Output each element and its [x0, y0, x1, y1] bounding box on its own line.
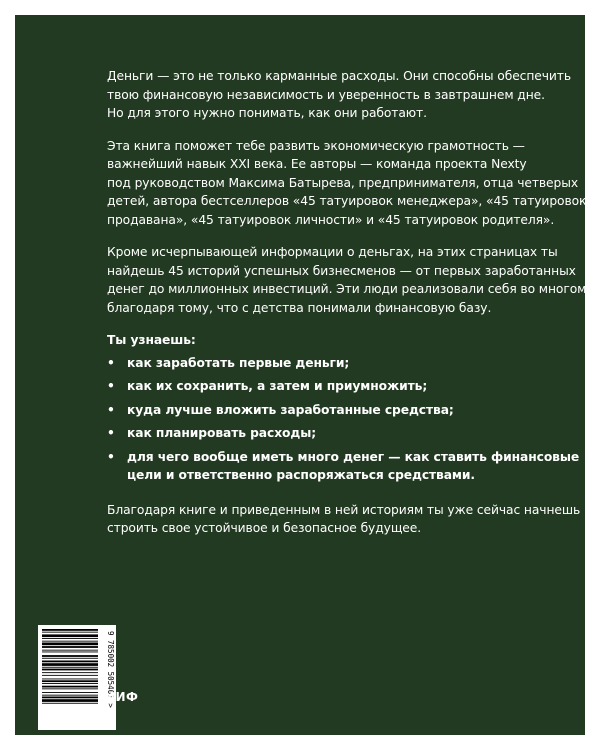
publisher-logo: МИФ [103, 690, 139, 704]
barcode-bar [42, 683, 98, 684]
barcode-bar [42, 663, 98, 666]
learn-list-item [107, 354, 527, 373]
paragraph-line: детей, автора бестселлеров «45 татуировок менеджера», «45 татуировок [107, 194, 587, 208]
barcode-graphic [42, 629, 115, 726]
bullet-icon: • [107, 402, 115, 417]
paragraph-line: продавана», «45 татуировок личности» и «45 татуировок родителя». [107, 212, 555, 227]
back-cover [15, 15, 585, 735]
paragraph-2 [107, 137, 587, 230]
barcode-bar [42, 655, 98, 657]
learn-item-text: как их сохранить, а затем и приумножить; [127, 379, 428, 393]
barcode-bar [42, 686, 98, 688]
barcode-bar [42, 669, 98, 671]
paragraph-line: строить свое устойчивое и безопасное будущее. [107, 521, 422, 535]
learn-item-text: как планировать расходы; [127, 426, 317, 440]
paragraph-line: Эта книга поможет тебе развить экономическую грамотность — [107, 138, 525, 153]
paragraph-line: Деньги — это не только карманные расходы. Они способны обеспечить [107, 69, 571, 83]
barcode-bar [42, 697, 98, 699]
paragraph-line: твою финансовую независимость и уверенность в завтрашнем дне. [107, 87, 545, 102]
paragraph-1 [107, 67, 571, 123]
barcode-bar [42, 675, 98, 676]
learn-item-text: как заработать первые деньги; [127, 355, 350, 370]
barcode-bar [42, 672, 98, 673]
bullet-icon: • [107, 449, 115, 464]
paragraph-line: Но для этого нужно понимать, как они работают. [107, 106, 427, 120]
isbn-barcode [38, 625, 116, 730]
paragraph-line: найдешь 45 историй успешных бизнесменов — от первых заработанных [107, 263, 576, 278]
barcode-bar [42, 699, 98, 702]
barcode-bar [42, 703, 98, 704]
learn-list [107, 354, 580, 485]
learn-list-item [107, 377, 527, 396]
barcode-bar [42, 643, 98, 646]
barcode-bar [42, 661, 98, 663]
barcode-bar [42, 632, 98, 633]
learn-list-item [107, 401, 527, 420]
barcode-bar [42, 634, 98, 637]
barcode-bar [42, 658, 98, 659]
barcode-bar [42, 641, 98, 642]
barcode-bar [42, 646, 98, 648]
barcode-bar [42, 695, 98, 696]
bullet-icon: • [107, 426, 115, 440]
paragraph-3 [107, 243, 587, 317]
learn-item-text: для чего вообще иметь много денег — как ставить финансовые [127, 449, 580, 464]
barcode-bar [42, 629, 98, 631]
learn-list-item [107, 424, 527, 443]
barcode-bar [42, 680, 98, 682]
barcode-bar [42, 692, 98, 693]
paragraph-line: Кроме исчерпывающей информации о деньгах, на этих страницах ты [107, 245, 558, 259]
barcode-bar [42, 650, 98, 651]
paragraph-line: Благодаря книге и приведенным в ней историям ты уже сейчас начнешь [107, 502, 581, 517]
description-text [107, 67, 587, 552]
paragraph-line: благодаря тому, что с детства понимали финансовую базу. [107, 300, 492, 315]
learn-item-text: цели и ответственно распоряжаться средствами. [127, 468, 475, 482]
barcode-bar [42, 667, 98, 668]
barcode-bar [42, 688, 98, 689]
barcode-bar [42, 652, 98, 653]
learn-item-text: куда лучше вложить заработанные средства; [127, 402, 454, 417]
closing-paragraph [107, 501, 581, 538]
learn-heading: Ты узнаешь: [107, 333, 196, 347]
barcode-bar [42, 638, 98, 639]
paragraph-line: важнейший навык XXI века. Ее авторы — команда проекта Nexty [107, 157, 527, 171]
barcode-bar [42, 679, 98, 680]
learn-list-item [107, 448, 580, 485]
bullet-icon: • [107, 355, 115, 370]
paragraph-line: под руководством Максима Батырева, предпринимателя, отца четверых [107, 175, 579, 190]
paragraph-line: денег до миллионных инвестиций. Эти люди реализовали себя во многом [107, 282, 587, 296]
isbn-digits: 9 785002 505401 > [106, 631, 115, 708]
bullet-icon: • [107, 379, 115, 393]
